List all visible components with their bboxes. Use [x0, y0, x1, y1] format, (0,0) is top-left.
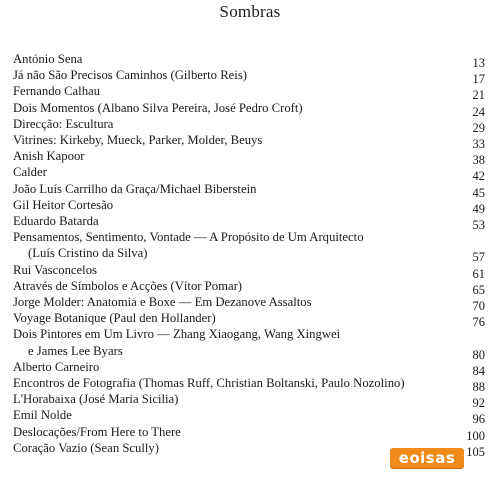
toc-entry-title: António Sena — [13, 52, 83, 66]
toc-entry-page-number: 24 — [472, 104, 485, 119]
toc-entry-title: Deslocações/From Here to There — [13, 424, 181, 439]
toc-entry — [13, 229, 485, 265]
toc-entry-page-number: 33 — [472, 137, 485, 152]
toc-entry-title: Dois Pintores em Um Livro — Zhang Xiaogang, Wang Xingwei — [13, 327, 341, 342]
toc-entry-title: Alberto Carneiro — [13, 359, 100, 374]
toc-entry — [13, 326, 485, 362]
toc-entry-page-number: 45 — [472, 185, 485, 200]
toc-entry-page-number: 57 — [472, 250, 485, 265]
toc-entry-title: Dois Momentos (Albano Silva Pereira, José Pedro Croft) — [13, 100, 303, 115]
toc-entry — [13, 132, 485, 152]
toc-entry — [13, 407, 485, 427]
toc-entry — [13, 181, 485, 200]
toc-entry-page-number: 21 — [472, 88, 485, 103]
toc-entry-page-number: 65 — [472, 282, 485, 297]
toc-entry — [13, 424, 485, 443]
toc-entry-page-number: 38 — [472, 153, 485, 168]
toc-entry-page-number: 88 — [472, 380, 485, 395]
toc-entry-page-number: 80 — [472, 347, 485, 362]
toc-entry — [13, 148, 485, 168]
toc-entry-title: Eduardo Batarda — [13, 214, 99, 229]
toc-entry-title: João Luís Carrilho da Graça/Michael Biberstein — [13, 181, 257, 196]
toc-entry-page-number: 13 — [472, 56, 485, 70]
toc-entry-title: Fernando Calhau — [13, 84, 101, 99]
toc-entry-title: Direcção: Escultura — [13, 116, 114, 131]
toc-entry-title: Calder — [13, 165, 47, 180]
page-title: Sombras — [219, 2, 281, 21]
toc-entry-title-continuation: e James Lee Byars — [28, 343, 123, 358]
toc-entry — [13, 294, 485, 314]
toc-entry-page-number: 76 — [472, 315, 485, 330]
toc-entry-title: Rui Vasconcelos — [13, 262, 97, 277]
toc-entry-title: Através de Símbolos e Acções (Vítor Pomar) — [13, 278, 243, 293]
toc-entry — [13, 359, 485, 378]
toc-entry-page-number: 29 — [472, 120, 485, 135]
toc-entry-page-number: 84 — [472, 363, 485, 378]
toc-entry — [13, 83, 485, 103]
toc-entry-title: L'Horabaixa (José Maria Sicilia) — [13, 392, 179, 407]
toc-entry-title: Encontros de Fotografia (Thomas Ruff, Christian Boltanski, Paulo Nozolino) — [13, 376, 405, 391]
watermark-logo: eoisas — [390, 448, 464, 468]
toc-entry-title: Já não São Precisos Caminhos (Gilberto Reis) — [13, 68, 247, 83]
toc-entry-title-continuation: (Luís Cristino da Silva) — [28, 246, 148, 261]
toc-entry — [13, 375, 485, 395]
toc-entry — [13, 116, 485, 135]
toc-entry-page-number: 42 — [472, 169, 485, 184]
toc-entry-title: Coração Vazio (Sean Scully) — [13, 440, 159, 455]
toc-entry-page-number: 49 — [472, 201, 485, 216]
toc-entry — [13, 197, 485, 216]
toc-entry — [13, 262, 485, 281]
toc-entry-title: Voyage Botanique (Paul den Hollander) — [13, 311, 216, 326]
toc-entry — [13, 164, 485, 184]
toc-entry-title: Gil Heitor Cortesão — [13, 197, 114, 212]
toc-entry — [13, 278, 485, 297]
toc-entry — [13, 310, 485, 330]
toc-entry-page-number: 17 — [472, 72, 485, 87]
toc-entry-page-number: 100 — [466, 428, 485, 443]
toc-entry — [13, 51, 485, 70]
toc-entry — [13, 213, 485, 233]
toc-entry-title: Vitrines: Kirkeby, Mueck, Parker, Molder, Beuys — [13, 133, 263, 148]
toc-entry — [13, 391, 485, 411]
toc-entry-page-number: 105 — [466, 444, 485, 459]
toc-entry — [13, 100, 485, 119]
toc-entry-page-number: 92 — [472, 396, 485, 411]
toc-entry-title: Pensamentos, Sentimento, Vontade — A Propósito de Um Arquitecto — [13, 230, 364, 245]
toc-entry-title: Jorge Molder: Anatomia e Boxe — Em Dezanove Assaltos — [13, 295, 312, 310]
toc-entry-page-number: 96 — [472, 412, 485, 427]
toc-entry-page-number: 70 — [472, 299, 485, 314]
toc-entry-page-number: 53 — [472, 218, 485, 233]
toc-entry-title: Anish Kapoor — [13, 149, 85, 164]
toc-entry — [13, 67, 485, 87]
toc-entry-page-number: 61 — [472, 266, 485, 281]
toc-entry-title: Emil Nolde — [13, 408, 72, 423]
